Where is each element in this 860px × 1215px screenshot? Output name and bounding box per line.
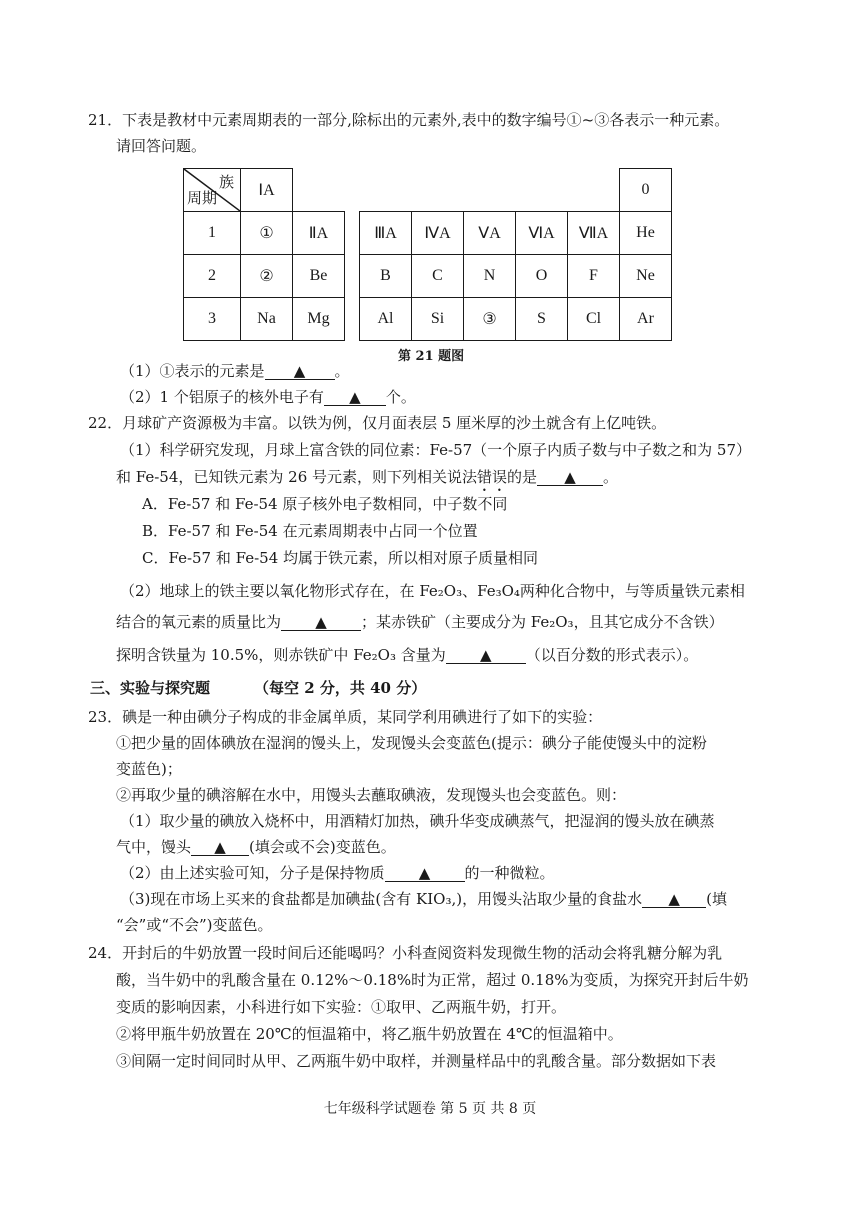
table-cell: Cl bbox=[568, 298, 620, 341]
table-cell: ③ bbox=[464, 298, 516, 341]
q23-step1a: ①把少量的固体碘放在湿润的馒头上，发现馒头会变蓝色(提示：碘分子能使馒头中的淀粉 bbox=[116, 734, 707, 752]
header-zu: 族 bbox=[218, 175, 234, 191]
q23-p1-line1: （1）取少量的碘放入烧杯中，用酒精灯加热，碘升华变成碘蒸气，把湿润的馒头放在碘蒸 bbox=[120, 812, 715, 830]
table-cell: Na bbox=[241, 298, 293, 341]
table-cell: O bbox=[516, 255, 568, 298]
table-cell: ⅣA bbox=[412, 212, 464, 255]
answer-blank[interactable]: ▲ bbox=[642, 891, 706, 908]
group-ia: ⅠA bbox=[241, 169, 293, 212]
q22-stem: 22．月球矿产资源极为丰富。以铁为例，仅月面表层 5 厘米厚的沙土就含有上亿吨铁。 bbox=[88, 414, 667, 432]
answer-blank[interactable]: ▲ bbox=[537, 469, 603, 486]
q21-stem-line2: 请回答问题。 bbox=[116, 137, 207, 155]
section-3-heading: 三、实验与探究题 （每空 2 分，共 40 分） bbox=[90, 679, 427, 697]
table-cell: S bbox=[516, 298, 568, 341]
table-cell: Be bbox=[293, 255, 345, 298]
table-cell: Si bbox=[412, 298, 464, 341]
answer-blank[interactable]: ▲ bbox=[191, 839, 249, 856]
q23-p3-line1: （3)现在市场上买来的食盐都是加碘盐(含有 KIO₃,)，用馒头沾取少量的食盐水 ▲ (填 bbox=[120, 890, 727, 908]
q24-line1: 24．开封后的牛奶放置一段时间后还能喝吗？小科查阅资料发现微生物的活动会将乳糖分解为乳 bbox=[88, 944, 723, 962]
table-row bbox=[184, 212, 672, 255]
q22-p1-line1: （1）科学研究发现，月球上富含铁的同位素：Fe-57（一个原子内质子数与中子数之和为 57） bbox=[120, 441, 752, 459]
answer-blank[interactable]: ▲ bbox=[281, 614, 361, 631]
q23-p3-line2: “会”或“不会”)变蓝色。 bbox=[116, 916, 273, 934]
q23-p2: （2）由上述实验可知，分子是保持物质 ▲ 的一种微粒。 bbox=[120, 864, 555, 882]
answer-blank[interactable]: ▲ bbox=[265, 363, 335, 380]
q23-step2: ②再取少量的碘溶解在水中，用馒头去蘸取碘液，发现馒头也会变蓝色。则： bbox=[116, 786, 627, 804]
table-row bbox=[184, 298, 672, 341]
q21-stem-line1: 21．下表是教材中元素周期表的一部分,除标出的元素外,表中的数字编号①~③各表示一种元素。 bbox=[88, 111, 730, 129]
q22-option-c: C．Fe-57 和 Fe-54 均属于铁元素，所以相对原子质量相同 bbox=[142, 549, 539, 567]
answer-blank[interactable]: ▲ bbox=[446, 647, 526, 664]
table-cell: ② bbox=[241, 255, 293, 298]
table-cell: ⅡA bbox=[293, 212, 345, 255]
q21-sub2: （2）1 个铝原子的核外电子有 ▲ 个。 bbox=[120, 388, 416, 406]
q22-p2-line3: 探明含铁量为 10.5%，则赤铁矿中 Fe₂O₃ 含量为 ▲ （以百分数的形式表示）。 bbox=[116, 646, 699, 664]
table-cell: Al bbox=[360, 298, 412, 341]
table-cell: C bbox=[412, 255, 464, 298]
table-cell: ⅢA bbox=[360, 212, 412, 255]
table-cell: 1 bbox=[184, 212, 241, 255]
q22-p2-line2: 结合的氧元素的质量比为 ▲ ；某赤铁矿（主要成分为 Fe₂O₃，且其它成分不含铁） bbox=[116, 613, 724, 631]
group-0: 0 bbox=[620, 169, 672, 212]
table-cell: ⅥA bbox=[516, 212, 568, 255]
q24-line3: 变质的影响因素，小科进行如下实验：①取甲、乙两瓶牛奶，打开。 bbox=[116, 998, 567, 1016]
q24-line5: ③间隔一定时间同时从甲、乙两瓶牛奶中取样，并测量样品中的乳酸含量。部分数据如下表 bbox=[116, 1052, 717, 1070]
table-cell: F bbox=[568, 255, 620, 298]
table-cell: ⅦA bbox=[568, 212, 620, 255]
q22-p2-line1: （2）地球上的铁主要以氧化物形式存在，在 Fe₂O₃、Fe₃O₄两种化合物中，与等质量铁元素相 bbox=[120, 582, 745, 600]
table-cell: ⅤA bbox=[464, 212, 516, 255]
table-cell: He bbox=[620, 212, 672, 255]
periodic-table bbox=[183, 168, 672, 341]
q23-p1-line2: 气中，馒头 ▲ (填会或不会)变蓝色。 bbox=[116, 838, 396, 856]
table-cell: 2 bbox=[184, 255, 241, 298]
page-footer: 七年级科学试题卷 第 5 页 共 8 页 bbox=[323, 1101, 537, 1117]
q24-line4: ②将甲瓶牛奶放置在 20℃的恒温箱中，将乙瓶牛奶放置在 4℃的恒温箱中。 bbox=[116, 1025, 623, 1043]
q22-p1-line2: 和 Fe-54，已知铁元素为 26 号元素，则下列相关说法错误的是 ▲ 。 bbox=[116, 468, 619, 486]
table-header-cell bbox=[184, 169, 241, 212]
table-cell: Mg bbox=[293, 298, 345, 341]
header-zhouqi: 周期 bbox=[187, 191, 218, 207]
table-cell: B bbox=[360, 255, 412, 298]
table-cell: N bbox=[464, 255, 516, 298]
q23-step1b: 变蓝色)； bbox=[116, 760, 182, 778]
table-row bbox=[184, 255, 672, 298]
table-cell: Ne bbox=[620, 255, 672, 298]
answer-blank[interactable]: ▲ bbox=[324, 389, 386, 406]
q22-option-a: A．Fe-57 和 Fe-54 原子核外电子数相同，中子数不同 bbox=[142, 495, 508, 513]
table-cell: 3 bbox=[184, 298, 241, 341]
q24-line2: 酸，当牛奶中的乳酸含量在 0.12%～0.18%时为正常，超过 0.18%为变质，为探究开封后牛奶 bbox=[116, 971, 749, 989]
q22-option-b: B．Fe-57 和 Fe-54 在元素周期表中占同一个位置 bbox=[142, 522, 478, 540]
q23-stem: 23．碘是一种由碘分子构成的非金属单质，某同学利用碘进行了如下的实验： bbox=[88, 708, 603, 726]
table-cell: ① bbox=[241, 212, 293, 255]
figure-caption: 第 21 题图 bbox=[398, 349, 465, 364]
answer-blank[interactable]: ▲ bbox=[385, 865, 465, 882]
table-cell: Ar bbox=[620, 298, 672, 341]
q21-sub1: （1）①表示的元素是 ▲ 。 bbox=[120, 362, 350, 380]
